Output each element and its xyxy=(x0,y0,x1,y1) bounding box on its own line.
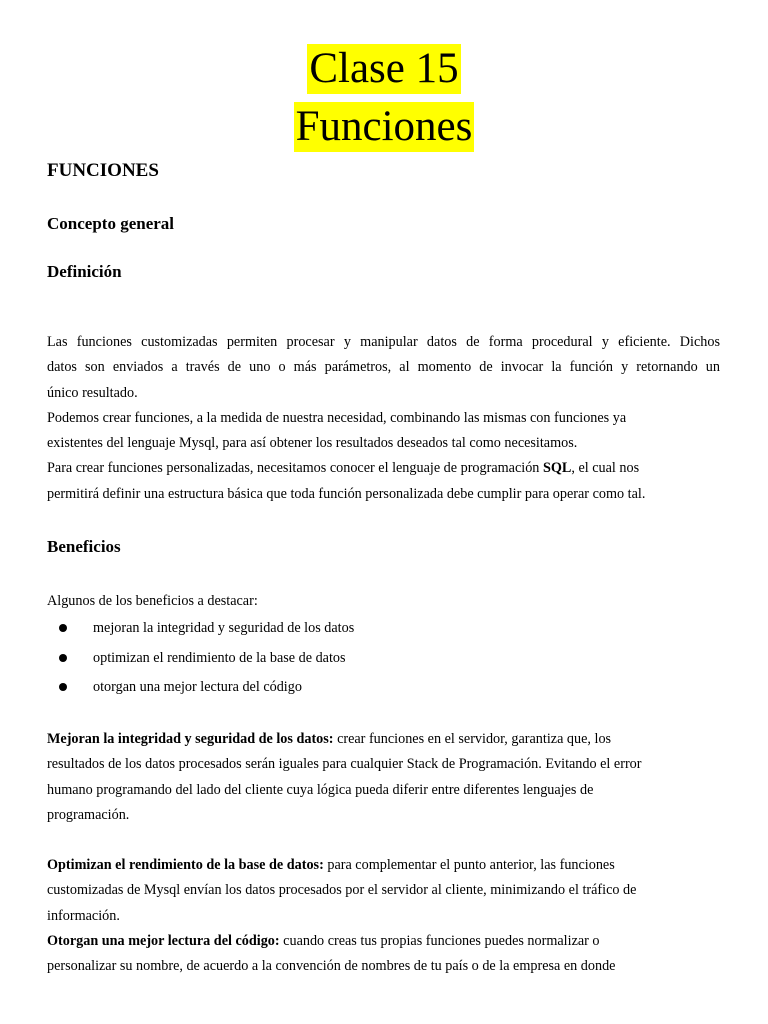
paragraph-line: información. xyxy=(47,907,120,924)
bold-lead: Mejoran la integridad y seguridad de los datos: xyxy=(47,731,334,747)
paragraph-line xyxy=(47,853,720,878)
paragraph-line: permitirá definir una estructura básica que toda función personalizada debe cumplir para operar como tal. xyxy=(47,485,646,502)
paragraph-line: Las funciones customizadas permiten procesar y manipular datos de forma procedural y eficiente. Dichos xyxy=(47,334,720,350)
text-fragment: cuando creas tus propias funciones puedes normalizar o xyxy=(279,933,600,949)
list-item xyxy=(47,646,354,676)
sql-keyword: SQL xyxy=(542,460,572,477)
paragraph-line: personalizar su nombre, de acuerdo a la convención de nombres de tu país o de la empresa en donde xyxy=(47,958,616,975)
title-class-number: Clase 15 xyxy=(309,45,459,92)
text-fragment: , el cual nos xyxy=(571,460,640,477)
subheading-definicion: Definición xyxy=(47,262,122,281)
bullet-icon xyxy=(59,654,67,662)
text-fragment: para complementar el punto anterior, las funciones xyxy=(323,857,615,873)
paragraph-line: programación. xyxy=(47,806,130,823)
list-item-text: optimizan el rendimiento de la base de datos xyxy=(93,649,346,666)
paragraph-line: datos son enviados a través de uno o más parámetros, al momento de invocar la función y retornando un xyxy=(47,359,720,376)
paragraph-line: Podemos crear funciones, a la medida de nuestra necesidad, combinando las mismas con funciones ya xyxy=(47,409,627,426)
integridad-paragraph xyxy=(47,727,720,828)
paragraph-line: customizadas de Mysql envían los datos procesados por el servidor al cliente, minimizando el tráfico de xyxy=(47,882,637,899)
list-item-text: mejoran la integridad y seguridad de los datos xyxy=(93,620,355,636)
list-item xyxy=(47,675,354,705)
bold-lead: Optimizan el rendimiento de la base de datos: xyxy=(47,857,324,873)
bullet-icon xyxy=(59,624,67,632)
paragraph-line: único resultado. xyxy=(47,384,138,401)
subheading-concepto-general: Concepto general xyxy=(47,214,175,233)
subheading-beneficios: Beneficios xyxy=(47,537,121,556)
paragraph-line xyxy=(47,456,720,481)
paragraph-line xyxy=(47,727,720,752)
beneficios-intro: Algunos de los beneficios a destacar: xyxy=(47,593,258,609)
lectura-paragraph xyxy=(47,929,720,980)
section-heading-funciones: FUNCIONES xyxy=(47,160,159,181)
bold-lead: Otorgan una mejor lectura del código: xyxy=(47,933,280,949)
beneficios-list xyxy=(47,616,354,705)
bullet-icon xyxy=(59,683,67,691)
list-item-text: otorgan una mejor lectura del código xyxy=(93,679,302,695)
definicion-paragraphs xyxy=(47,330,720,507)
list-item xyxy=(47,616,354,646)
rendimiento-paragraph xyxy=(47,853,720,929)
paragraph-line: resultados de los datos procesados serán iguales para cualquier Stack de Programación. Evitando el error xyxy=(47,756,642,773)
paragraph-line xyxy=(47,929,720,954)
document-title xyxy=(0,44,768,152)
text-fragment: crear funciones en el servidor, garantiza que, los xyxy=(333,731,612,747)
paragraph-line: humano programando del lado del cliente cuya lógica pueda diferir entre diferentes lenguajes de xyxy=(47,781,594,798)
title-topic: Funciones xyxy=(295,103,473,150)
paragraph-line: existentes del lenguaje Mysql, para así obtener los resultados deseados tal como necesitamos. xyxy=(47,435,578,452)
text-fragment: Para crear funciones personalizadas, necesitamos conocer el lenguaje de programación xyxy=(47,460,543,477)
